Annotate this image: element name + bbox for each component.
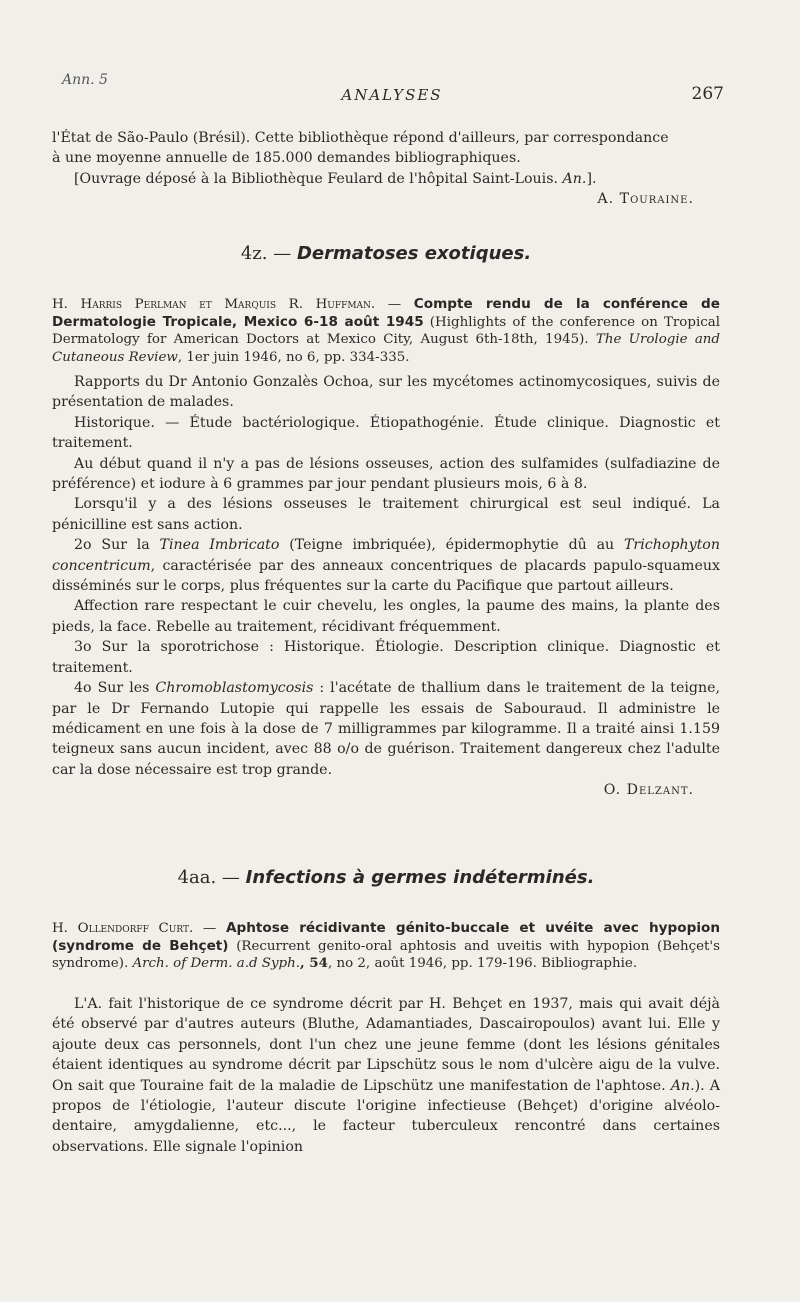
review2-journal: Arch. of Derm. a.d Syph. <box>132 956 300 972</box>
review2-body <box>52 994 720 1157</box>
paragraph: Lorsqu'il y a des lésions osseuses le traitement chirurgical est seul indiqué. La pénicilline est sans action. <box>52 496 720 533</box>
paragraph: 2o Sur la Tinea Imbricato (Teigne imbriquée), épidermophytie dû au Trichophyton concentricum, caractérisée par des anneaux concentriques de placards papulo-squameux disséminés sur le corps, plus fréquentes sur la carte du Pacifique que partout ailleurs. <box>52 537 720 595</box>
signature-touraine: A. Touraine. <box>597 191 694 208</box>
review2-english-title: (Recurrent genito-oral aphtosis and uveitis with hypopion (Behçet's syndrome). <box>52 938 720 972</box>
paragraph: Au début quand il n'y a pas de lésions osseuses, action des sulfamides (sulfadiazine de préférence) et iodure à 6 grammes par jour pendant plusieurs mois, 6 à 8. <box>52 455 720 493</box>
intro-block <box>52 128 720 210</box>
paragraph: 4o Sur les Chromoblastomycosis : l'acétate de thallium dans le traitement de la teigne, par le Dr Fernando Lutopie qui rappelle les essais de Sabouraud. Il administre le médicament en une fois à la dose de 7 milligrammes par kilogramme. Il a traité ainsi 1.159 teigneux sans aucun incident, avec 88 o/o de guérison. Traitement dangereux chez l'adulte car la dose nécessaire est trop grande. <box>52 680 721 778</box>
running-head <box>62 72 722 102</box>
signature-delzant: O. Delzant. <box>603 782 694 799</box>
page-number: 267 <box>691 84 724 104</box>
review1-title: Compte rendu de la conférence de Dermatologie Tropicale, Mexico 6-18 août 1945 <box>52 296 721 330</box>
section-title: Dermatoses exotiques. <box>296 243 532 264</box>
intro-line-1: l'État de São-Paulo (Brésil). Cette bibliothèque répond d'ailleurs, par correspondance <box>52 130 669 146</box>
review1-citation: , 1er juin 1946, no 6, pp. 334-335. <box>177 349 410 365</box>
section-header: ANALYSES <box>341 86 443 104</box>
section-4z-heading <box>52 244 720 264</box>
section-title: Infections à germes indéterminés. <box>245 867 595 888</box>
section-number: 4aa. — <box>177 867 246 888</box>
deposit-note: [Ouvrage déposé à la Bibliothèque Feulard de l'hôpital Saint-Louis. An.]. <box>74 170 597 187</box>
review2-title: Aphtose récidivante génito-buccale et uvéite avec hypopion (syndrome de Behçet) <box>52 920 720 954</box>
review1-english-title: (Highlights of the conference on Tropical Dermatology for American Doctors at Mexico City, August 6th-18th, 1945). <box>52 314 720 348</box>
section-number: 4z. — <box>240 243 297 264</box>
review1-reference <box>52 296 720 366</box>
review2-reference <box>52 920 720 973</box>
review2-volume: , 54 <box>299 955 328 972</box>
paragraph: Rapports du Dr Antonio Gonzalès Ochoa, sur les mycétomes actinomycosiques, suivis de présentation de malades. <box>52 374 720 411</box>
review2-citation: , no 2, août 1946, pp. 179-196. Bibliographie. <box>327 956 638 972</box>
intro-line-2: à une moyenne annuelle de 185.000 demandes bibliographiques. <box>52 150 521 167</box>
journal-abbrev: Ann. 5 <box>62 72 108 88</box>
paragraph: 3o Sur la sporotrichose : Historique. Étiologie. Description clinique. Diagnostic et traitement. <box>52 639 720 676</box>
review1-journal: The Urologie and Cutaneous Review <box>52 332 720 365</box>
paragraph: Historique. — Étude bactériologique. Étiopathogénie. Étude clinique. Diagnostic et traitement. <box>52 414 720 452</box>
review1-authors: H. Harris Perlman et Marquis R. Huffman. — <box>52 297 414 312</box>
review2-authors: H. Ollendorff Curt. — <box>52 921 226 936</box>
paragraph: L'A. fait l'historique de ce syndrome décrit par H. Behçet en 1937, mais qui avait déjà été observé par d'autres auteurs (Bluthe, Adamantiades, Dascairopoulos) avant lui. Elle y ajoute deux cas personnels, dont l'un chez une jeune femme (dont les lésions génitales étaient identiques au syndrome décrit par Lipschütz sous le nom d'ulcère aigu de la vulve. On sait que Touraine fait de la maladie de Lipschütz une manifestation de l'aphtose. An.). A propos de l'étiologie, l'auteur discute l'origine infectieuse (Behçet) d'origine alvéolo-dentaire, amygdalienne, etc..., le facteur tuberculeux rencontré dans certaines observations. Elle signale l'opinion <box>52 996 720 1155</box>
review1-body <box>52 372 720 801</box>
section-4aa-heading <box>52 868 720 888</box>
paragraph: Affection rare respectant le cuir chevelu, les ongles, la paume des mains, la plante des pieds, la face. Rebelle au traitement, récidivant fréquemment. <box>52 598 720 635</box>
